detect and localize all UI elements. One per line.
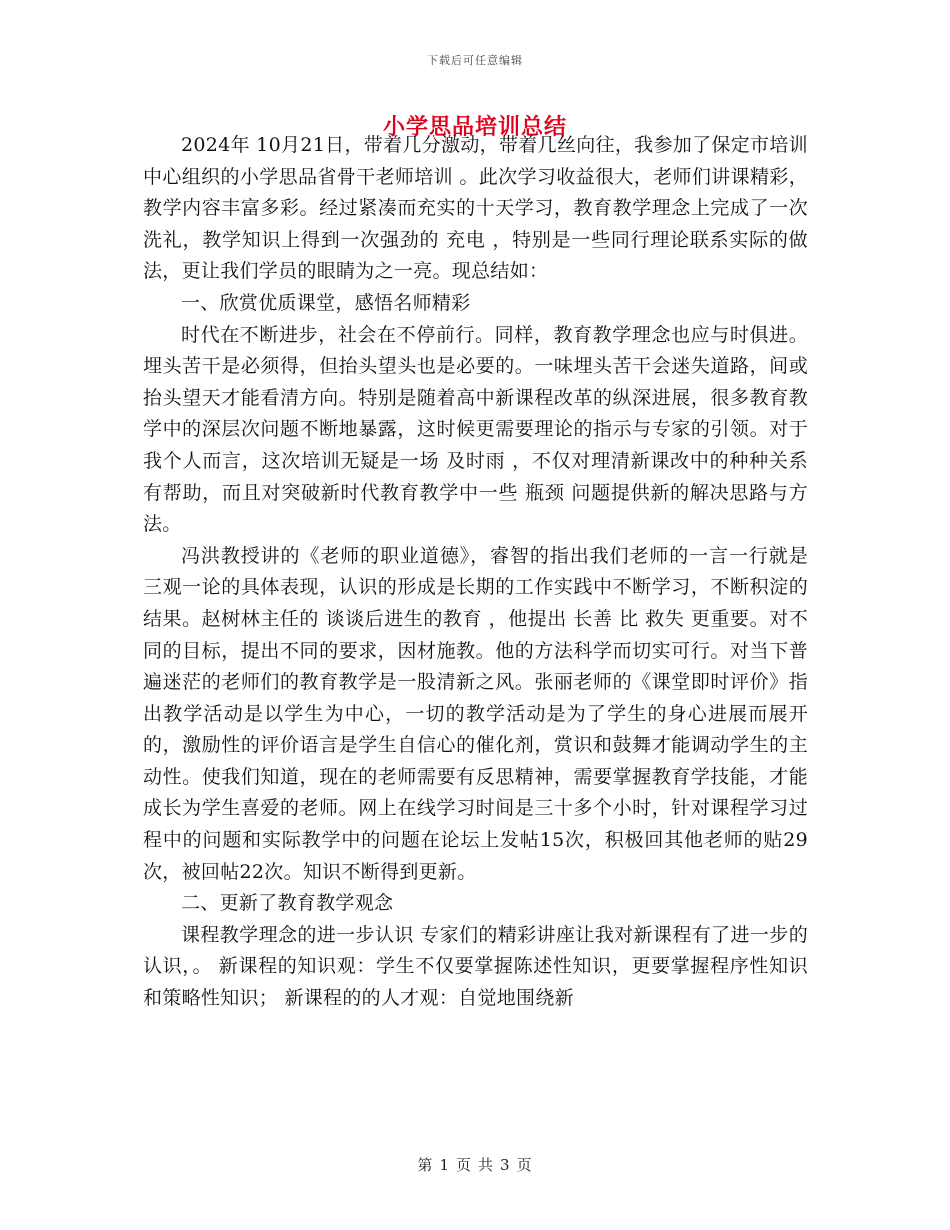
footer-total-suffix: 页 — [516, 1156, 533, 1174]
document-body — [143, 130, 808, 1015]
footer-page-label: 第 — [417, 1156, 434, 1174]
footer-page-mid: 页 — [455, 1156, 472, 1174]
paragraph-intro: 2024年 10月21日，带着几分激动，带着几丝向往，我参加了保定市培训中心组织的小学思品省骨干老师培训 。此次学习收益很大，老师们讲课精彩，教学内容丰富多彩。经过紧凑而充实的十天学习，教育教学理念上完成了一次洗礼，教学知识上得到一次强劲的 充电 ，特别是一些同行理论联系实际的做法，更让我们学员的眼睛为之一亮。现总结如： — [143, 134, 808, 283]
section-heading-2: 二、更新了教育教学观念 — [181, 892, 394, 915]
footer-total-label: 共 — [478, 1156, 495, 1174]
footer-page-total: 3 — [500, 1156, 511, 1174]
document-title: 小学思品培训总结 — [382, 114, 567, 140]
page-footer — [0, 1154, 950, 1175]
footer-page-current: 1 — [439, 1156, 450, 1174]
paragraph-section-1a: 时代在不断进步，社会在不停前行。同样，教育教学理念也应与时俱进。埋头苦干是必须得，但抬头望头也是必要的。一味埋头苦干会迷失道路，间或抬头望天才能看清方向。特别是随着高中新课程改革的纵深进展，很多教育教学中的深层次问题不断地暴露，这时候更需要理论的指示与专家的引领。对于我个人而言，这次培训无疑是一场 及时雨 ，不仅对理清新课改中的种种关系有帮助，而且对突破新时代教育教学中一些 瓶颈 问题提供新的解决思路与方法。 — [143, 323, 808, 536]
paragraph-section-2a: 课程教学理念的进一步认识 专家们的精彩讲座让我对新课程有了进一步的认识，。 新课程的知识观：学生不仅要掌握陈述性知识，更要掌握程序性知识和策略性知识； 新课程的的人才观：自觉地围绕新 — [143, 923, 808, 1010]
section-heading-1: 一、欣赏优质课堂，感悟名师精彩 — [181, 291, 471, 314]
paragraph-section-1b: 冯洪教授讲的《老师的职业道德》，睿智的指出我们老师的一言一行就是三观一论的具体表现，认识的形成是长期的工作实践中不断学习，不断积淀的结果。赵树林主任的 谈谈后进生的教育 ，他提出 长善 比 救失 更重要。对不同的目标，提出不同的要求，因材施教。他的方法科学而切实可行。对当下普遍迷茫的老师们的教育教学是一股清新之风。张丽老师的《课堂即时评价》指出教学活动是以学生为中心，一切的教学活动是为了学生的身心进展而展开的，激励性的评价语言是学生自信心的催化剂，赏识和鼓舞才能调动学生的主动性。使我们知道，现在的老师需要有反思精神，需要掌握教育学技能，才能成长为学生喜爱的老师。网上在线学习时间是三十多个小时，针对课程学习过程中的问题和实际教学中的问题在论坛上发帖15次，积极回其他老师的贴29次，被回帖22次。知识不断得到更新。 — [143, 544, 808, 883]
header-note: 下载后可任意编辑 — [427, 54, 523, 67]
